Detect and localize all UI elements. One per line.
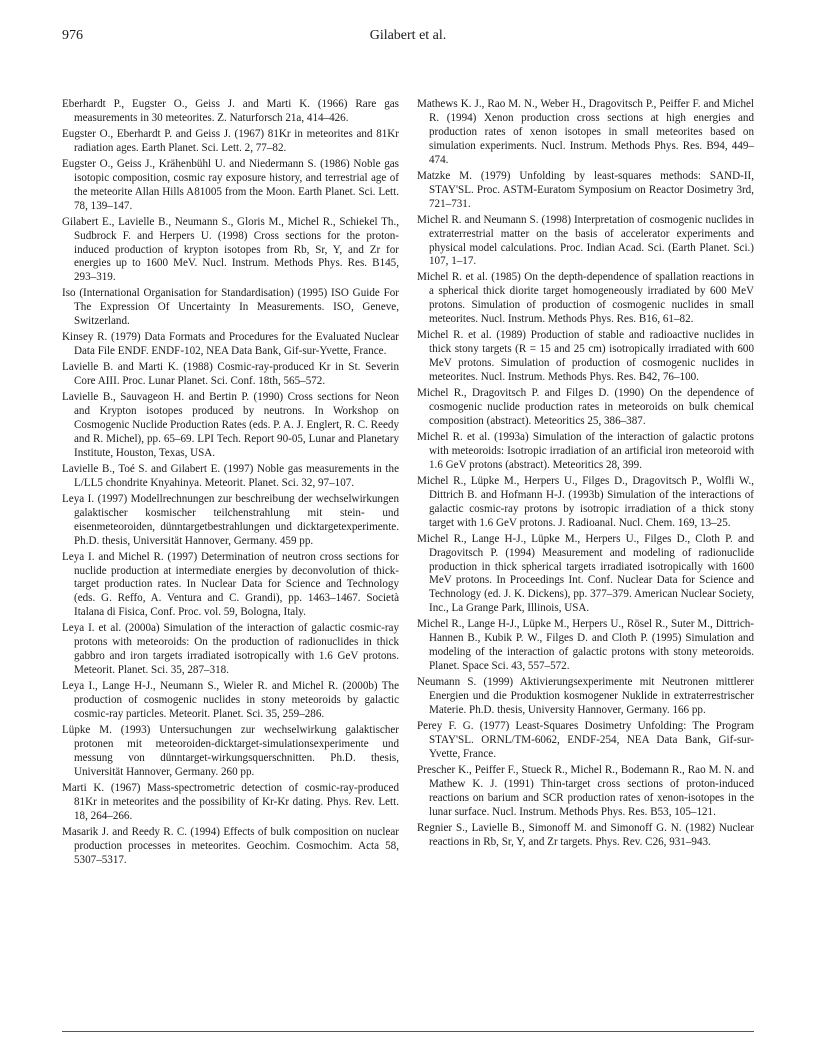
page-number: 976 — [62, 28, 83, 43]
reference-item: Neumann S. (1999) Aktivierungsexperimente mit Neutronen mittlerer Energien und die Produktion kosmogener Nuklide in extraterrestrischer Materie. Ph.D. thesis, University Hannover, Germany. 166 pp. — [417, 676, 754, 717]
reference-item: Matzke M. (1979) Unfolding by least-squares methods: SAND-II, STAY'SL. Proc. ASTM-Euratom Symposium on Reactor Dosimetry 3rd, 721–731. — [417, 169, 754, 210]
reference-item: Lavielle B., Sauvageon H. and Bertin P. (1990) Cross sections for Neon and Krypton isotopes produced by neutrons. In Workshop on Cosmogenic Nuclide Production Rates (eds. P. A. J. Englert, R. C. Reedy and R. Michel), pp. 65–69. LPI Tech. Report 90-05, Lunar and Planetary Institute, Houston, Texas, USA. — [62, 391, 399, 459]
reference-item: Eberhardt P., Eugster O., Geiss J. and Marti K. (1966) Rare gas measurements in 30 meteorites. Z. Naturforsch 21a, 414–426. — [62, 98, 399, 124]
running-head: Gilabert et al. — [369, 28, 447, 43]
reference-item: Iso (International Organisation for Standardisation) (1995) ISO Guide For The Expression Of Uncertainty In Measurements. ISO, Geneve, Switzerland. — [62, 287, 399, 328]
reference-item: Leya I. and Michel R. (1997) Determination of neutron cross sections for nuclide production at intermediate energies by deconvolution of thick-target production rates. In Nuclear Data for Science and Technology (eds. G. Reffo, A. Ventura and C. Grandi), pp. 1463–1467. Società Italana di Fisica, Conf. Proc. vol. 59, Bologna, Italy. — [62, 550, 399, 619]
reference-item: Lavielle B. and Marti K. (1988) Cosmic-ray-produced Kr in St. Severin Core AIII. Proc. Lunar Planet. Sci. Conf. 18th, 565–572. — [62, 361, 399, 388]
references-left-column — [62, 98, 399, 870]
reference-item: Michel R. et al. (1989) Production of stable and radioactive nuclides in thick stony targets (R = 15 and 25 cm) isotropically irradiated with 600 MeV protons. Simulation of production of cosmogenic nuclides in meteorites. Nucl. Instrum. Methods Phys. Res. B42, 76–100. — [417, 329, 754, 384]
references-right-column — [417, 98, 754, 852]
reference-item: Michel R., Lange H-J., Lüpke M., Herpers U., Rösel R., Suter M., Dittrich-Hannen B., Kubik P. W., Filges D. and Cloth P. (1995) Simulation and modeling of the interaction of galactic protons with stony meteoroids. Planet. Space Sci. 43, 557–572. — [417, 618, 754, 673]
page-header — [62, 28, 754, 48]
reference-item: Regnier S., Lavielle B., Simonoff M. and Simonoff G. N. (1982) Nuclear reactions in Rb, Sr, Y, and Zr targets. Phys. Rev. C26, 931–943. — [417, 821, 754, 848]
reference-item: Michel R. et al. (1985) On the depth-dependence of spallation reactions in a spherical thick diorite target homogeneously irradiated by 600 MeV protons. Simulation of production of cosmogenic nuclides in small meteorites. Nucl. Instrum. Methods Phys. Res. B16, 61–82. — [417, 271, 754, 326]
reference-item: Leya I. et al. (2000a) Simulation of the interaction of galactic cosmic-ray protons with meteoroids: On the production of radionuclides in thick gabbro and iron targets irradiated isotropically with 1.6 GeV protons. Meteorit. Planet. Sci. 35, 287–318. — [62, 622, 399, 677]
reference-item: Perey F. G. (1977) Least-Squares Dosimetry Unfolding: The Program STAY'SL. ORNL/TM-6062, ENDF-254, NEA Data Bank, Gif-sur-Yvette, France. — [417, 719, 754, 760]
reference-item: Gilabert E., Lavielle B., Neumann S., Gloris M., Michel R., Schiekel Th., Sudbrock F. and Herpers U. (1998) Cross sections for the proton-induced production of krypton isotopes from Rb, Sr, Y, and Zr for energies up to 1600 MeV. Nucl. Instrum. Methods Phys. Res. B145, 293–319. — [62, 215, 399, 284]
reference-item: Eugster O., Geiss J., Krähenbühl U. and Niedermann S. (1986) Noble gas isotopic composition, cosmic ray exposure history, and terrestrial age of the meteorite Allan Hills A81005 from the Moon. Earth Planet. Sci. Lett. 78, 139–147. — [62, 157, 399, 212]
reference-item: Michel R., Lüpke M., Herpers U., Filges D., Dragovitsch P., Wolfli W., Dittrich B. and Hofmann H-J. (1993b) Simulation of the interactions of galactic cosmic-ray protons by isotropic irradiation of a thick stony target with 1.6 GeV protons. J. Radioanal. Nucl. Chem. 169, 13–25. — [417, 474, 754, 529]
reference-item: Masarik J. and Reedy R. C. (1994) Effects of bulk composition on nuclear production processes in meteorites. Geochim. Cosmochim. Acta 58, 5307–5317. — [62, 825, 399, 866]
reference-item: Lavielle B., Toé S. and Gilabert E. (1997) Noble gas measurements in the L/LL5 chondrite Knyahinya. Meteorit. Planet. Sci. 32, 97–107. — [62, 462, 399, 489]
reference-item: Prescher K., Peiffer F., Stueck R., Michel R., Bodemann R., Rao M. N. and Mathew K. J. (1991) Thin-target cross sections of proton-induced reactions on barium and SCR production rates of xenon-isotopes in the lunar surface. Nucl. Instrum. Methods Phys. Res. B53, 105–121. — [417, 763, 754, 818]
reference-item: Leya I. (1997) Modellrechnungen zur beschreibung der wechselwirkungen galaktischer kosmischer teilchenstrahlung mit stein- und eisenmeteoroiden, dünntargetbestrahlungen und dicktargetexperimente. Ph.D. thesis, Universität Hannover, Germany. 459 pp. — [62, 492, 399, 547]
reference-item: Michel R. and Neumann S. (1998) Interpretation of cosmogenic nuclides in extraterrestrial matter on the basis of accelerator experiments and physical model calculations. Proc. Indian Acad. Sci. (Earth Planet. Sci.) 107, 1–17. — [417, 213, 754, 268]
reference-item: Leya I., Lange H-J., Neumann S., Wieler R. and Michel R. (2000b) The production of cosmogenic nuclides in stony meteoroids by galactic cosmic-ray particles. Meteorit. Planet. Sci. 35, 259–286. — [62, 680, 399, 721]
reference-item: Michel R. et al. (1993a) Simulation of the interaction of galactic protons with meteoroids: Isotropic irradiation of an artificial iron meteoroid with 1.6 GeV protons (abstract). Meteoritics 28, 399. — [417, 430, 754, 471]
bottom-rule — [62, 1031, 754, 1032]
reference-item: Kinsey R. (1979) Data Formats and Procedures for the Evaluated Nuclear Data File ENDF. ENDF-102, NEA Data Bank, Gif-sur-Yvette, France. — [62, 331, 399, 358]
reference-item: Marti K. (1967) Mass-spectrometric detection of cosmic-ray-produced 81Kr in meteorites and the possibility of Kr-Kr dating. Phys. Rev. Lett. 18, 264–266. — [62, 781, 399, 822]
reference-item: Mathews K. J., Rao M. N., Weber H., Dragovitsch P., Peiffer F. and Michel R. (1994) Xenon production cross sections at high energies and production rates of xenon isotopes in small meteorites based on simulation experiments. Nucl. Instrum. Methods Phys. Res. B94, 449–474. — [417, 98, 754, 166]
reference-item: Michel R., Dragovitsch P. and Filges D. (1990) On the dependence of cosmogenic nuclide production rates in meteoroids on bulk chemical composition (abstract). Meteoritics 25, 386–387. — [417, 387, 754, 427]
reference-item: Eugster O., Eberhardt P. and Geiss J. (1967) 81Kr in meteorites and 81Kr radiation ages. Earth Planet. Sci. Lett. 2, 77–82. — [62, 127, 399, 154]
reference-item: Michel R., Lange H-J., Lüpke M., Herpers U., Filges D., Cloth P. and Dragovitsch P. (1994) Measurement and modeling of radionuclide production in thick spherical targets irradiated isotropically with 1600 MeV protons. In Proceedings Int. Conf. Nuclear Data for Science and Technology (ed. J. K. Dickens), pp. 377–379. American Nuclear Society, Inc., La Grange Park, Illinois, USA. — [417, 532, 754, 615]
reference-item: Lüpke M. (1993) Untersuchungen zur wechselwirkung galaktischer protonen mit meteoroiden-dicktarget-simulationsexperimente und messung von dünntarget-wirkungsquerschnitten. Ph.D. thesis, Universität Hannover, Germany. 260 pp. — [62, 723, 399, 778]
